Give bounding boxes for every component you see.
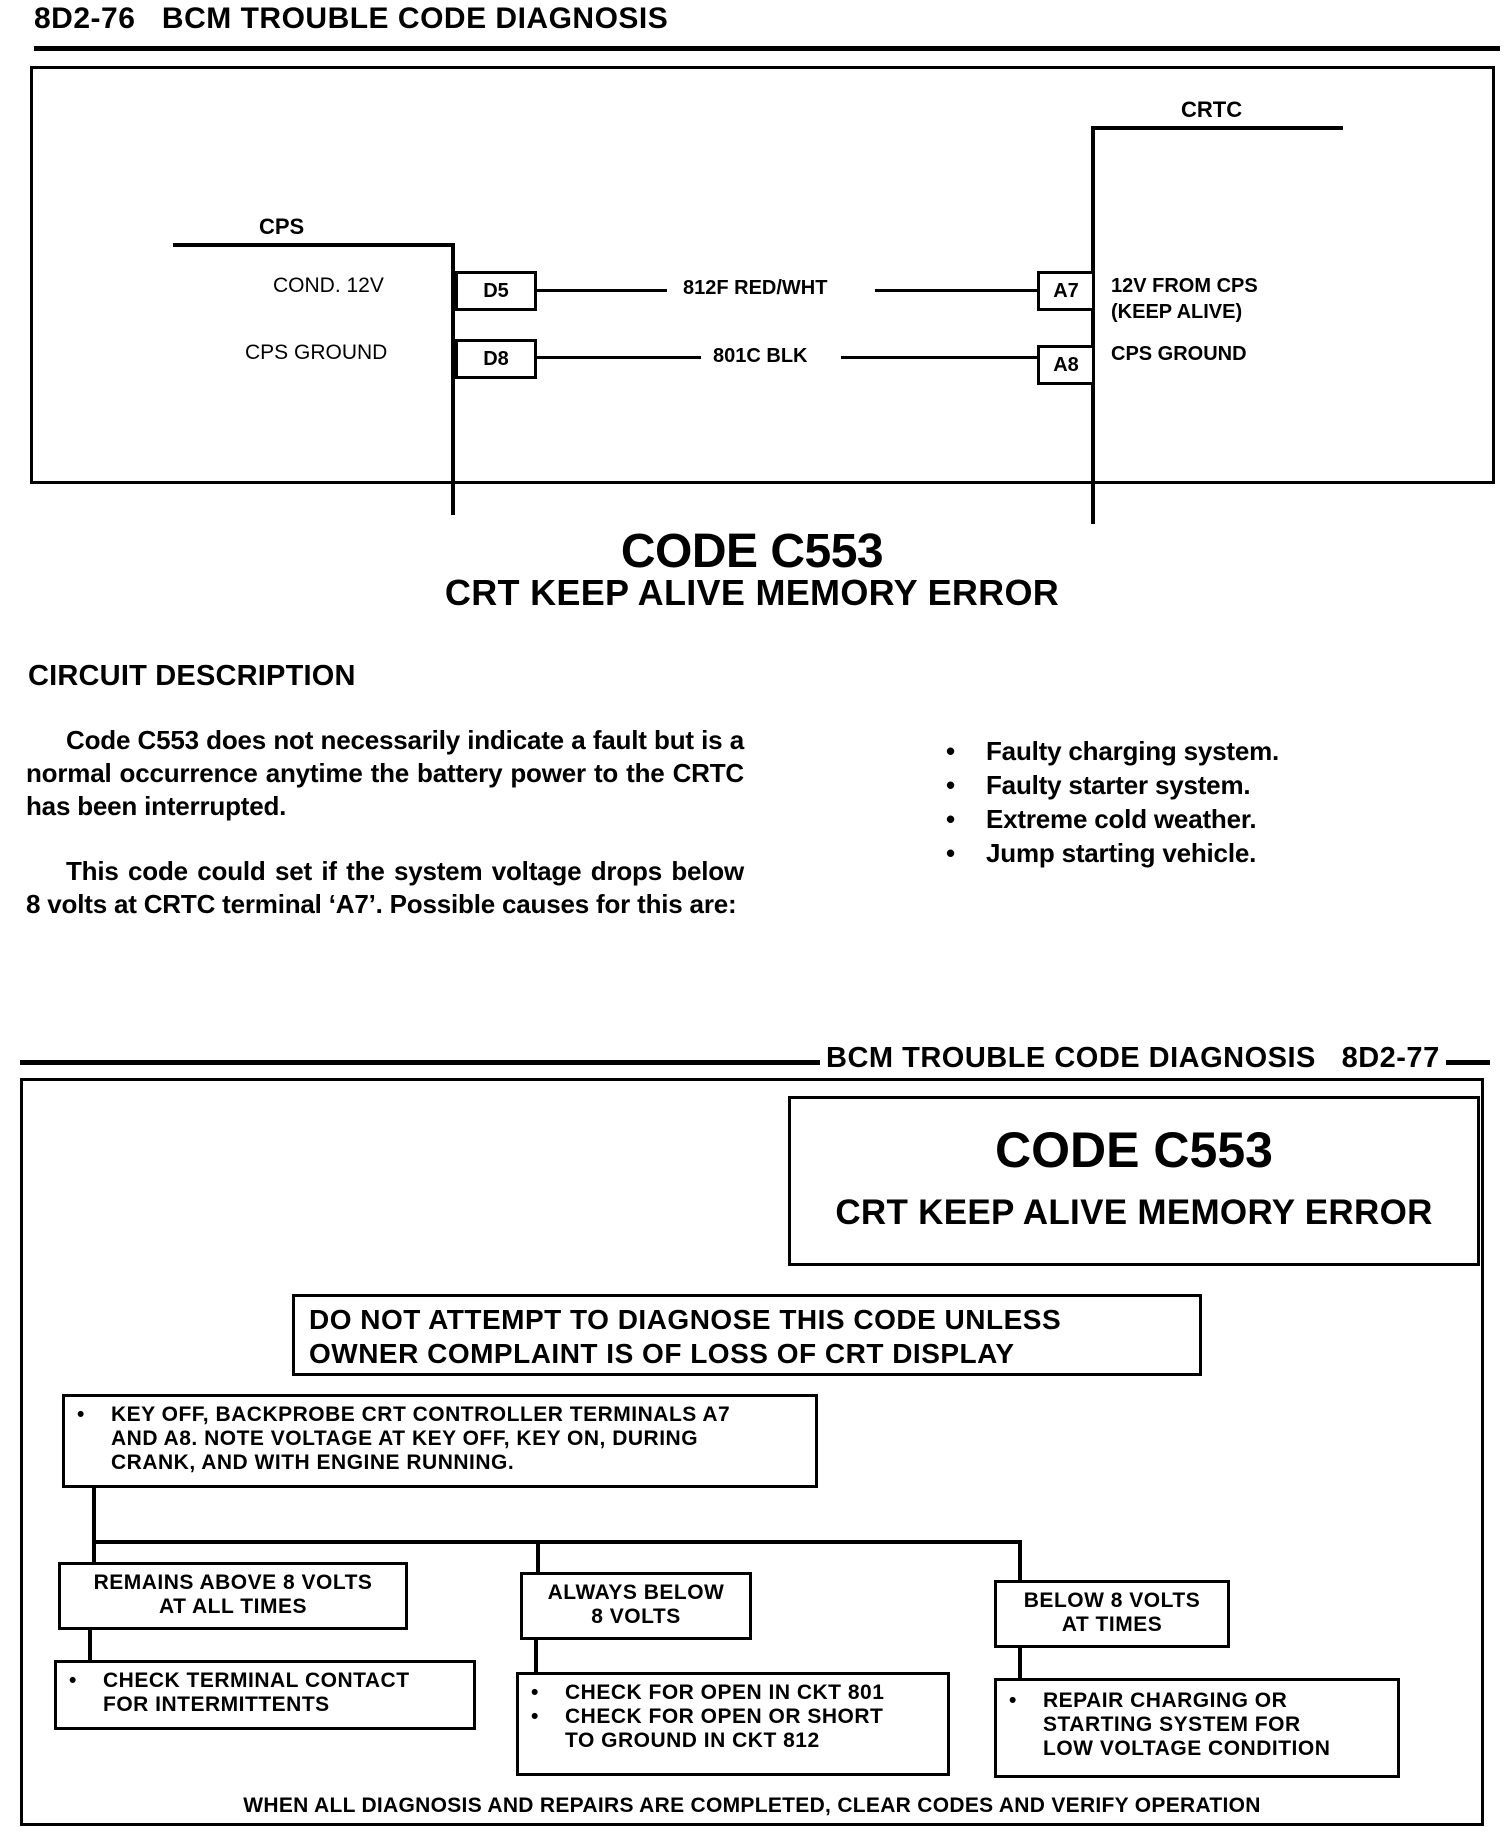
wire-812f-right	[875, 289, 1039, 292]
section-title: BCM TROUBLE CODE DIAGNOSIS	[161, 2, 669, 35]
warning-line: OWNER COMPLAINT IS OF LOSS OF CRT DISPLAY	[309, 1338, 1015, 1369]
description-paragraph-1: Code C553 does not necessarily indicate a fault but is a normal occurrence anytime the battery power to the CRTC has been interrupted.	[26, 725, 744, 821]
result-always-below-8v-box: ALWAYS BELOW 8 VOLTS	[520, 1572, 752, 1640]
connector-line	[92, 1488, 96, 1562]
wire-812f-left	[537, 289, 667, 292]
warning-line: DO NOT ATTEMPT TO DIAGNOSE THIS CODE UNLESS	[309, 1304, 1062, 1335]
wire-801c-right	[841, 356, 1039, 359]
chart-footer: WHEN ALL DIAGNOSIS AND REPAIRS ARE COMPLETED, CLEAR CODES AND VERIFY OPERATION	[243, 1794, 1261, 1817]
step-backprobe-box	[62, 1394, 818, 1488]
cause-item: • Faulty starter system.	[946, 768, 1396, 802]
left-label-cond-12v: COND. 12V	[273, 274, 384, 297]
pin-a7: A7	[1037, 271, 1095, 311]
header-rule	[34, 46, 1500, 51]
code-name: CRT KEEP ALIVE MEMORY ERROR	[444, 572, 1060, 613]
connector-branch	[92, 1540, 1022, 1544]
cps-top-line	[173, 243, 455, 247]
result-above-8v-box: REMAINS ABOVE 8 VOLTS AT ALL TIMES	[58, 1562, 408, 1630]
right-label-cps-ground: CPS GROUND	[1111, 343, 1247, 365]
causes-list	[946, 734, 1396, 870]
right-label-12v-from-cps: 12V FROM CPS	[1111, 275, 1258, 297]
page-header-bottom	[820, 1042, 1446, 1075]
chart-title-box	[788, 1096, 1480, 1266]
action-repair-charging-box: • REPAIR CHARGING OR STARTING SYSTEM FOR LOW VOLTAGE CONDITION	[994, 1678, 1400, 1778]
pin-a8: A8	[1037, 345, 1095, 385]
connector-line	[534, 1640, 538, 1672]
page-header-top	[34, 2, 668, 36]
step-line: • KEY OFF, BACKPROBE CRT CONTROLLER TERMINALS A7 AND A8. NOTE VOLTAGE AT KEY OFF, KEY ON, DURING CRANK, AND WITH ENGINE RUNNING.	[65, 1403, 815, 1475]
cause-item: • Faulty charging system.	[946, 734, 1396, 768]
section-title-bottom: BCM TROUBLE CODE DIAGNOSIS	[826, 1042, 1316, 1074]
result-below-8v-at-times-box: BELOW 8 VOLTS AT TIMES	[994, 1580, 1230, 1648]
pin-d8: D8	[455, 339, 537, 379]
crtc-label: CRTC	[1181, 97, 1243, 122]
wire-801c-left	[537, 356, 701, 359]
action-check-terminal-box: • CHECK TERMINAL CONTACT FOR INTERMITTENTS	[54, 1660, 476, 1730]
crtc-vertical-line	[1091, 126, 1095, 524]
connector-line	[1018, 1540, 1022, 1580]
connector-line	[88, 1630, 92, 1660]
circuit-description-body	[26, 724, 744, 921]
pin-d5: D5	[455, 271, 537, 311]
wire-812f-label: 812F RED/WHT	[683, 277, 828, 299]
cps-label: CPS	[259, 214, 305, 239]
cause-item: • Extreme cold weather.	[946, 802, 1396, 836]
chart-name: CRT KEEP ALIVE MEMORY ERROR	[835, 1193, 1433, 1232]
warning-box	[292, 1294, 1202, 1376]
page-number-bottom: 8D2-77	[1341, 1042, 1440, 1074]
right-label-keep-alive: (KEEP ALIVE)	[1111, 301, 1243, 323]
wire-801c-label: 801C BLK	[713, 345, 808, 367]
connector-line	[1018, 1648, 1022, 1678]
left-label-cps-ground: CPS GROUND	[245, 341, 388, 364]
description-paragraph-2: This code could set if the system voltage drops below 8 volts at CRTC terminal ‘A7’. Possible causes for this are:	[26, 856, 744, 919]
action-check-circuits-box: • CHECK FOR OPEN IN CKT 801 • CHECK FOR OPEN OR SHORT TO GROUND IN CKT 812	[516, 1672, 950, 1776]
chart-code: CODE C553	[995, 1122, 1273, 1178]
circuit-description-heading: CIRCUIT DESCRIPTION	[28, 660, 356, 692]
cause-item: • Jump starting vehicle.	[946, 836, 1396, 870]
code-title: CODE C553	[620, 525, 884, 578]
connector-line	[536, 1540, 540, 1572]
crtc-top-line	[1091, 126, 1343, 130]
page-number: 8D2-76	[34, 2, 136, 35]
wiring-diagram	[30, 66, 1495, 484]
